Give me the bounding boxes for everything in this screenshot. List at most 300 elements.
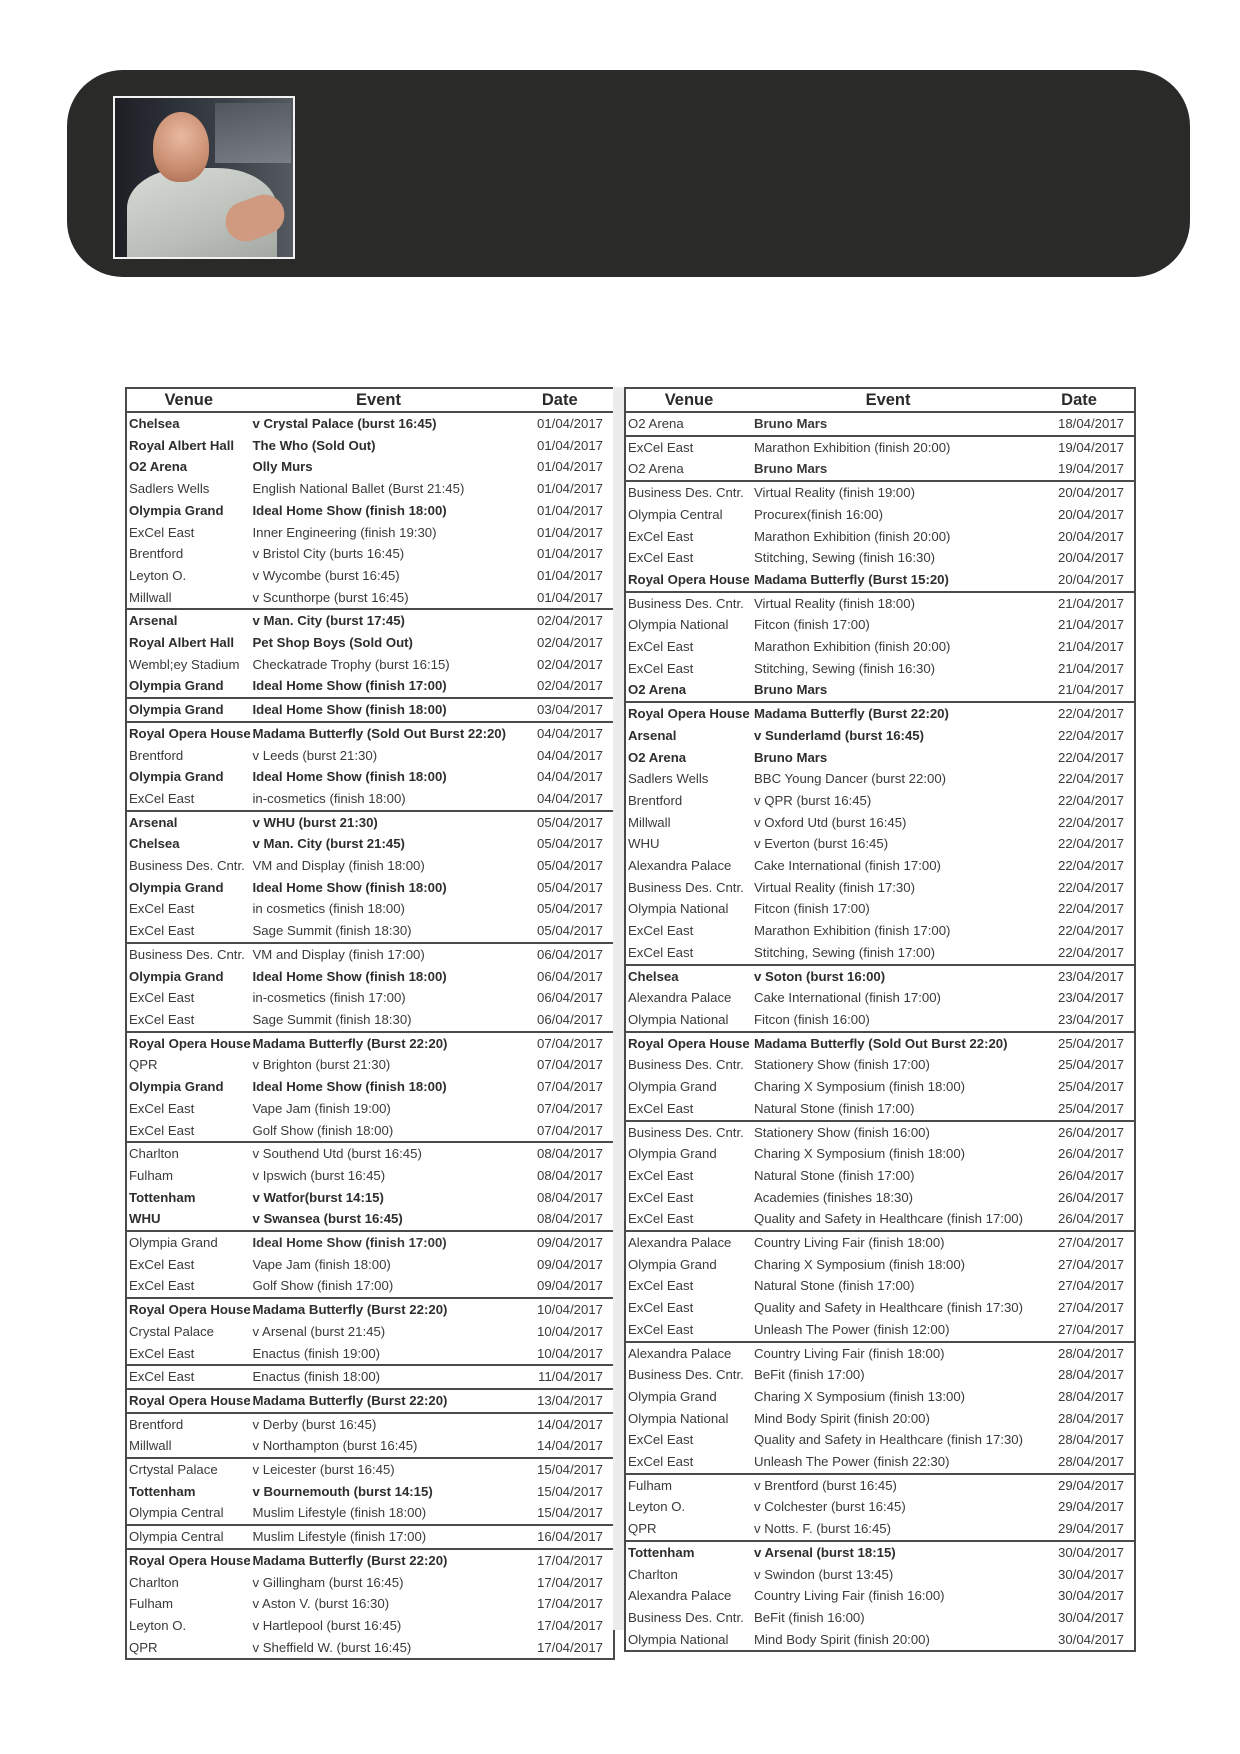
column-header-date: Date bbox=[507, 389, 613, 412]
venue-cell: Business Des. Cntr. bbox=[626, 592, 752, 615]
column-header-venue: Venue bbox=[626, 389, 752, 412]
date-cell: 29/04/2017 bbox=[1057, 1521, 1124, 1537]
event-cell: in-cosmetics (finish 17:00) bbox=[252, 990, 406, 1006]
table-row bbox=[626, 812, 1134, 834]
date-cell: 26/04/2017 bbox=[1057, 1211, 1124, 1227]
event-cell: BeFit (finish 16:00) bbox=[753, 1609, 865, 1625]
table-row bbox=[127, 1365, 613, 1389]
event-cell: v Leicester (burst 16:45) bbox=[251, 1458, 507, 1481]
date-cell: 02/04/2017 bbox=[536, 678, 603, 694]
table-row bbox=[626, 458, 1134, 481]
date-cell: 17/04/2017 bbox=[536, 1596, 603, 1612]
event-cell: Quality and Safety in Healthcare (finish 17:30) bbox=[753, 1432, 1024, 1448]
event-cell: Virtual Reality (finish 18:00) bbox=[752, 592, 1024, 615]
venue-cell: ExCel East bbox=[628, 550, 694, 566]
event-cell: Charing X Symposium (finish 18:00) bbox=[753, 1146, 966, 1162]
table-row bbox=[127, 587, 613, 610]
event-cell: Stitching, Sewing (finish 16:30) bbox=[753, 550, 936, 566]
event-cell: Natural Stone (finish 17:00) bbox=[753, 1278, 915, 1294]
date-cell: 28/04/2017 bbox=[1057, 1432, 1124, 1448]
table-row bbox=[127, 500, 613, 522]
venue-cell: QPR bbox=[129, 1057, 158, 1073]
column-header-event: Event bbox=[752, 389, 1024, 412]
date-cell: 06/04/2017 bbox=[536, 990, 603, 1006]
date-cell: 04/04/2017 bbox=[536, 769, 603, 785]
event-cell: Charing X Symposium (finish 18:00) bbox=[753, 1256, 966, 1272]
event-cell: Procurex(finish 16:00) bbox=[753, 506, 883, 522]
date-cell: 29/04/2017 bbox=[1057, 1499, 1124, 1515]
table-row bbox=[127, 435, 613, 457]
date-cell: 02/04/2017 bbox=[507, 609, 613, 632]
event-cell: v WHU (burst 21:30) bbox=[251, 811, 507, 834]
date-cell: 20/04/2017 bbox=[1057, 550, 1124, 566]
venue-cell: ExCel East bbox=[628, 639, 694, 655]
date-cell: 26/04/2017 bbox=[1057, 1146, 1124, 1162]
venue-cell: Fulham bbox=[626, 1474, 752, 1497]
table-row bbox=[626, 1187, 1134, 1209]
venue-cell: ExCel East bbox=[628, 1278, 694, 1294]
table-row bbox=[127, 1525, 613, 1549]
event-cell: Fitcon (finish 16:00) bbox=[753, 1011, 870, 1027]
table-row bbox=[127, 1054, 613, 1076]
table-row bbox=[626, 436, 1134, 459]
event-cell: Mind Body Spirit (finish 20:00) bbox=[753, 1410, 930, 1426]
table-row bbox=[626, 614, 1134, 636]
venue-cell: ExCel East bbox=[628, 1300, 694, 1316]
event-cell: Natural Stone (finish 17:00) bbox=[753, 1167, 915, 1183]
date-cell: 20/04/2017 bbox=[1057, 528, 1124, 544]
table-row bbox=[626, 1451, 1134, 1474]
profile-photo bbox=[113, 96, 295, 259]
table-header-row bbox=[626, 389, 1134, 412]
table-row bbox=[626, 412, 1134, 436]
event-cell: Madama Butterfly (Sold Out Burst 22:20) bbox=[251, 722, 507, 745]
table-row bbox=[626, 1518, 1134, 1541]
table-row bbox=[626, 1275, 1134, 1297]
event-cell: Virtual Reality (finish 17:30) bbox=[753, 879, 915, 895]
venue-cell: Royal Opera House bbox=[127, 1298, 251, 1321]
event-cell: Stitching, Sewing (finish 16:30) bbox=[753, 660, 936, 676]
event-cell: v Wycombe (burst 16:45) bbox=[252, 567, 400, 583]
event-cell: The Who (Sold Out) bbox=[252, 437, 376, 453]
venue-cell: Business Des. Cntr. bbox=[628, 1609, 744, 1625]
date-cell: 15/04/2017 bbox=[507, 1458, 613, 1481]
venue-cell: Olympia Grand bbox=[127, 698, 251, 722]
column-header-date: Date bbox=[1024, 389, 1134, 412]
event-cell: Muslim Lifestyle (finish 17:00) bbox=[251, 1525, 507, 1549]
date-cell: 28/04/2017 bbox=[1057, 1410, 1124, 1426]
venue-cell: O2 Arena bbox=[628, 416, 684, 431]
date-cell: 10/04/2017 bbox=[507, 1298, 613, 1321]
table-row bbox=[626, 1496, 1134, 1518]
venue-cell: Olympia National bbox=[628, 1631, 729, 1647]
venue-cell: QPR bbox=[129, 1639, 158, 1655]
venue-cell: Royal Opera House bbox=[127, 1549, 251, 1572]
table-row bbox=[127, 1413, 613, 1436]
venue-cell: ExCel East bbox=[628, 1321, 694, 1337]
table-row bbox=[127, 1343, 613, 1366]
venue-cell: Arsenal bbox=[127, 609, 251, 632]
table-row bbox=[127, 943, 613, 966]
table-row bbox=[626, 1054, 1134, 1076]
venue-cell: Olympia Grand bbox=[628, 1079, 717, 1095]
venue-cell: Royal Opera House bbox=[626, 702, 752, 725]
venue-cell: Olympia Grand bbox=[129, 678, 224, 694]
date-cell: 10/04/2017 bbox=[536, 1345, 603, 1361]
venue-cell: Olympia Grand bbox=[127, 1231, 251, 1254]
table-row bbox=[127, 1120, 613, 1143]
venue-cell: ExCel East bbox=[129, 790, 195, 806]
venue-cell: Arsenal bbox=[628, 727, 677, 743]
venue-cell: Leyton O. bbox=[628, 1499, 686, 1515]
event-cell: Marathon Exhibition (finish 20:00) bbox=[752, 436, 1024, 459]
venue-cell: Leyton O. bbox=[129, 567, 187, 583]
table-row bbox=[626, 790, 1134, 812]
date-cell: 17/04/2017 bbox=[536, 1574, 603, 1590]
table-row bbox=[127, 1435, 613, 1458]
event-cell: Bruno Mars bbox=[753, 749, 828, 765]
event-cell: Country Living Fair (finish 18:00) bbox=[752, 1231, 1024, 1254]
date-cell: 04/04/2017 bbox=[536, 747, 603, 763]
event-cell: Charing X Symposium (finish 18:00) bbox=[753, 1079, 966, 1095]
date-cell: 25/04/2017 bbox=[1057, 1079, 1124, 1095]
venue-cell: WHU bbox=[129, 1211, 161, 1227]
date-cell: 09/04/2017 bbox=[536, 1278, 603, 1294]
date-cell: 04/04/2017 bbox=[536, 790, 603, 806]
venue-cell: ExCel East bbox=[129, 901, 195, 917]
date-cell: 30/04/2017 bbox=[1057, 1566, 1124, 1582]
table-row bbox=[626, 1474, 1134, 1497]
venue-cell: Chelsea bbox=[129, 416, 180, 431]
venue-cell: Business Des. Cntr. bbox=[626, 481, 752, 504]
date-cell: 30/04/2017 bbox=[1024, 1541, 1134, 1564]
venue-cell: Royal Opera House bbox=[626, 1032, 752, 1055]
table-row bbox=[626, 877, 1134, 899]
venue-cell: Tottenham bbox=[129, 1483, 196, 1499]
date-cell: 22/04/2017 bbox=[1057, 814, 1124, 830]
event-cell: v Arsenal (burst 21:45) bbox=[252, 1323, 386, 1339]
date-cell: 02/04/2017 bbox=[536, 656, 603, 672]
date-cell: 08/04/2017 bbox=[536, 1167, 603, 1183]
event-cell: Marathon Exhibition (finish 17:00) bbox=[753, 923, 951, 939]
event-cell: Enactus (finish 18:00) bbox=[251, 1365, 507, 1389]
date-cell: 05/04/2017 bbox=[536, 901, 603, 917]
venue-cell: Alexandra Palace bbox=[626, 1231, 752, 1254]
table-row bbox=[626, 1121, 1134, 1144]
event-cell: Fitcon (finish 17:00) bbox=[753, 901, 870, 917]
venue-cell: Alexandra Palace bbox=[628, 858, 732, 874]
venue-cell: Royal Opera House bbox=[127, 1389, 251, 1413]
venue-cell: ExCel East bbox=[129, 1122, 195, 1138]
date-cell: 23/04/2017 bbox=[1057, 990, 1124, 1006]
table-row bbox=[626, 833, 1134, 855]
venue-cell: Royal Opera House bbox=[127, 722, 251, 745]
table-row bbox=[127, 987, 613, 1009]
event-cell: VM and Display (finish 18:00) bbox=[252, 858, 425, 874]
event-cell: v Sunderlamd (burst 16:45) bbox=[753, 727, 924, 743]
table-row bbox=[127, 565, 613, 587]
table-row bbox=[626, 1208, 1134, 1231]
event-cell: v Bournemouth (burst 14:15) bbox=[252, 1483, 433, 1499]
venue-cell: Brentford bbox=[628, 792, 683, 808]
date-cell: 20/04/2017 bbox=[1024, 481, 1134, 504]
event-cell: Country Living Fair (finish 18:00) bbox=[752, 1342, 1024, 1365]
date-cell: 16/04/2017 bbox=[507, 1525, 613, 1549]
venue-cell: Olympia Central bbox=[127, 1525, 251, 1549]
event-cell: Inner Engineering (finish 19:30) bbox=[252, 524, 437, 540]
event-cell: BeFit (finish 17:00) bbox=[753, 1367, 865, 1383]
car-window-graphic bbox=[215, 103, 291, 163]
date-cell: 25/04/2017 bbox=[1057, 1057, 1124, 1073]
table-row bbox=[127, 855, 613, 877]
venue-cell: ExCel East bbox=[129, 923, 195, 939]
date-cell: 30/04/2017 bbox=[1057, 1609, 1124, 1625]
table-row bbox=[626, 702, 1134, 725]
table-row bbox=[127, 1481, 613, 1503]
venue-cell: ExCel East bbox=[628, 944, 694, 960]
table-row bbox=[626, 569, 1134, 592]
event-cell: v Swindon (burst 13:45) bbox=[753, 1566, 894, 1582]
date-cell: 22/04/2017 bbox=[1057, 923, 1124, 939]
venue-cell: Chelsea bbox=[626, 965, 752, 988]
event-cell: v Notts. F. (burst 16:45) bbox=[753, 1521, 892, 1537]
event-cell: Ideal Home Show (finish 18:00) bbox=[251, 698, 507, 722]
date-cell: 02/04/2017 bbox=[536, 635, 603, 651]
venue-cell: Olympia Grand bbox=[628, 1146, 717, 1162]
table-row bbox=[626, 1009, 1134, 1032]
date-cell: 25/04/2017 bbox=[1024, 1032, 1134, 1055]
date-cell: 23/04/2017 bbox=[1024, 965, 1134, 988]
table-row bbox=[626, 1429, 1134, 1451]
table-row bbox=[127, 898, 613, 920]
table-row bbox=[127, 1142, 613, 1165]
table-header-row bbox=[127, 389, 613, 412]
table-gutter bbox=[613, 387, 624, 1630]
date-cell: 06/04/2017 bbox=[536, 1011, 603, 1027]
table-row bbox=[626, 1076, 1134, 1098]
event-cell: v Derby (burst 16:45) bbox=[251, 1413, 507, 1436]
date-cell: 21/04/2017 bbox=[1057, 617, 1124, 633]
venue-cell: Fulham bbox=[129, 1167, 173, 1183]
table-row bbox=[626, 679, 1134, 702]
venue-cell: Millwall bbox=[628, 814, 671, 830]
table-row bbox=[127, 1298, 613, 1321]
table-row bbox=[626, 1098, 1134, 1121]
table-row bbox=[127, 1231, 613, 1254]
date-cell: 29/04/2017 bbox=[1024, 1474, 1134, 1497]
event-cell: v Man. City (burst 17:45) bbox=[251, 609, 507, 632]
venue-cell: ExCel East bbox=[129, 1278, 195, 1294]
venue-cell: ExCel East bbox=[628, 1167, 694, 1183]
venue-cell: ExCel East bbox=[129, 1256, 195, 1272]
date-cell: 15/04/2017 bbox=[536, 1483, 603, 1499]
date-cell: 26/04/2017 bbox=[1057, 1167, 1124, 1183]
event-cell: v Oxford Utd (burst 16:45) bbox=[753, 814, 907, 830]
venue-cell: Leyton O. bbox=[129, 1617, 187, 1633]
table-row bbox=[127, 698, 613, 722]
venue-cell: Charlton bbox=[628, 1566, 678, 1582]
table-row bbox=[127, 722, 613, 745]
date-cell: 28/04/2017 bbox=[1057, 1367, 1124, 1383]
table-row bbox=[127, 1098, 613, 1120]
event-cell: Stationery Show (finish 17:00) bbox=[753, 1057, 930, 1073]
event-cell: Ideal Home Show (finish 17:00) bbox=[251, 1231, 507, 1254]
event-cell: Muslim Lifestyle (finish 18:00) bbox=[252, 1505, 427, 1521]
date-cell: 03/04/2017 bbox=[507, 698, 613, 722]
date-cell: 05/04/2017 bbox=[507, 811, 613, 834]
venue-cell: ExCel East bbox=[129, 1345, 195, 1361]
venue-cell: ExCel East bbox=[628, 923, 694, 939]
table-row bbox=[626, 942, 1134, 965]
date-cell: 05/04/2017 bbox=[536, 836, 603, 852]
column-header-venue: Venue bbox=[127, 389, 251, 412]
venue-cell: Royal Albert Hall bbox=[129, 635, 235, 651]
events-table-right-body bbox=[626, 412, 1134, 1650]
date-cell: 22/04/2017 bbox=[1057, 792, 1124, 808]
venue-cell: Wembl;ey Stadium bbox=[129, 656, 240, 672]
date-cell: 07/04/2017 bbox=[536, 1057, 603, 1073]
event-cell: Enactus (finish 19:00) bbox=[252, 1345, 381, 1361]
date-cell: 22/04/2017 bbox=[1057, 771, 1124, 787]
table-row bbox=[127, 788, 613, 811]
date-cell: 01/04/2017 bbox=[536, 416, 603, 431]
table-row bbox=[626, 1541, 1134, 1564]
date-cell: 01/04/2017 bbox=[536, 589, 603, 605]
event-cell: Madama Butterfly (Burst 15:20) bbox=[753, 571, 949, 587]
table-row bbox=[127, 1615, 613, 1637]
venue-cell: ExCel East bbox=[129, 990, 195, 1006]
events-table-right bbox=[624, 387, 1136, 1652]
venue-cell: Crtystal Palace bbox=[127, 1458, 251, 1481]
column-header-event: Event bbox=[251, 389, 507, 412]
table-row bbox=[626, 920, 1134, 942]
venue-cell: Business Des. Cntr. bbox=[628, 1057, 744, 1073]
venue-cell: Brentford bbox=[127, 1413, 251, 1436]
table-row bbox=[626, 1032, 1134, 1055]
event-cell: Virtual Reality (finish 19:00) bbox=[752, 481, 1024, 504]
date-cell: 22/04/2017 bbox=[1057, 944, 1124, 960]
event-cell: v Gillingham (burst 16:45) bbox=[252, 1574, 404, 1590]
event-cell: Quality and Safety in Healthcare (finish 17:30) bbox=[753, 1300, 1024, 1316]
event-cell: Madama Butterfly (Burst 22:20) bbox=[251, 1549, 507, 1572]
event-cell: v Brighton (burst 21:30) bbox=[252, 1057, 391, 1073]
date-cell: 07/04/2017 bbox=[536, 1100, 603, 1116]
event-cell: Fitcon (finish 17:00) bbox=[753, 617, 870, 633]
date-cell: 05/04/2017 bbox=[536, 923, 603, 939]
table-row bbox=[626, 747, 1134, 769]
event-cell: Vape Jam (finish 19:00) bbox=[252, 1100, 391, 1116]
event-cell: Cake International (finish 17:00) bbox=[753, 858, 941, 874]
venue-cell: O2 Arena bbox=[628, 461, 684, 477]
venue-cell: O2 Arena bbox=[129, 459, 188, 475]
event-cell: v Scunthorpe (burst 16:45) bbox=[252, 589, 409, 605]
event-cell: Sage Summit (finish 18:30) bbox=[252, 923, 412, 939]
table-row bbox=[127, 1389, 613, 1413]
date-cell: 01/04/2017 bbox=[536, 437, 603, 453]
event-cell: v Brentford (burst 16:45) bbox=[752, 1474, 1024, 1497]
events-table-left-body bbox=[127, 412, 613, 1658]
date-cell: 01/04/2017 bbox=[536, 459, 603, 475]
event-cell: Bruno Mars bbox=[753, 416, 828, 431]
date-cell: 27/04/2017 bbox=[1057, 1300, 1124, 1316]
event-cell: v Swansea (burst 16:45) bbox=[252, 1211, 403, 1227]
venue-cell: ExCel East bbox=[626, 436, 752, 459]
venue-cell: O2 Arena bbox=[628, 749, 687, 765]
event-cell: v Leeds (burst 21:30) bbox=[252, 747, 378, 763]
date-cell: 17/04/2017 bbox=[507, 1549, 613, 1572]
table-row bbox=[127, 766, 613, 788]
table-row bbox=[127, 833, 613, 855]
table-row bbox=[127, 654, 613, 676]
date-cell: 17/04/2017 bbox=[536, 1617, 603, 1633]
table-row bbox=[127, 745, 613, 767]
table-row bbox=[626, 898, 1134, 920]
event-cell: Golf Show (finish 17:00) bbox=[252, 1278, 394, 1294]
event-cell: Ideal Home Show (finish 18:00) bbox=[252, 879, 447, 895]
table-row bbox=[127, 456, 613, 478]
date-cell: 08/04/2017 bbox=[536, 1189, 603, 1205]
date-cell: 22/04/2017 bbox=[1057, 858, 1124, 874]
table-row bbox=[127, 1321, 613, 1343]
date-cell: 18/04/2017 bbox=[1057, 416, 1124, 431]
event-cell: Mind Body Spirit (finish 20:00) bbox=[753, 1631, 930, 1647]
date-cell: 20/04/2017 bbox=[1057, 571, 1124, 587]
table-row bbox=[626, 1408, 1134, 1430]
event-cell: v Man. City (burst 21:45) bbox=[252, 836, 405, 852]
table-row bbox=[626, 1231, 1134, 1254]
date-cell: 06/04/2017 bbox=[536, 968, 603, 984]
date-cell: 22/04/2017 bbox=[1024, 702, 1134, 725]
event-cell: v Arsenal (burst 18:15) bbox=[752, 1541, 1024, 1564]
venue-cell: ExCel East bbox=[628, 1211, 694, 1227]
venue-cell: QPR bbox=[628, 1521, 657, 1537]
venue-cell: Olympia Grand bbox=[129, 968, 224, 984]
venue-cell: Olympia National bbox=[628, 1410, 729, 1426]
table-row bbox=[127, 609, 613, 632]
event-cell: Ideal Home Show (finish 18:00) bbox=[252, 968, 447, 984]
event-cell: Madama Butterfly (Burst 22:20) bbox=[251, 1298, 507, 1321]
table-row bbox=[626, 855, 1134, 877]
venue-cell: Royal Albert Hall bbox=[129, 437, 235, 453]
table-row bbox=[127, 1076, 613, 1098]
date-cell: 14/04/2017 bbox=[507, 1413, 613, 1436]
venue-cell: Olympia Grand bbox=[628, 1388, 717, 1404]
venue-cell: Business Des. Cntr. bbox=[628, 1367, 744, 1383]
event-cell: Sage Summit (finish 18:30) bbox=[252, 1011, 412, 1027]
event-cell: Marathon Exhibition (finish 20:00) bbox=[753, 639, 951, 655]
table-row bbox=[626, 1342, 1134, 1365]
date-cell: 06/04/2017 bbox=[507, 943, 613, 966]
table-row bbox=[626, 636, 1134, 658]
venue-cell: ExCel East bbox=[628, 528, 694, 544]
date-cell: 01/04/2017 bbox=[536, 524, 603, 540]
event-cell: Academies (finishes 18:30) bbox=[753, 1189, 914, 1205]
date-cell: 05/04/2017 bbox=[536, 879, 603, 895]
date-cell: 22/04/2017 bbox=[1057, 901, 1124, 917]
date-cell: 25/04/2017 bbox=[1057, 1100, 1124, 1116]
date-cell: 27/04/2017 bbox=[1057, 1278, 1124, 1294]
date-cell: 04/04/2017 bbox=[507, 722, 613, 745]
venue-cell: Charlton bbox=[127, 1142, 251, 1165]
event-cell: Madama Butterfly (Burst 22:20) bbox=[251, 1389, 507, 1413]
event-cell: in cosmetics (finish 18:00) bbox=[252, 901, 405, 917]
event-cell: in-cosmetics (finish 18:00) bbox=[252, 790, 406, 806]
table-row bbox=[127, 675, 613, 698]
table-row bbox=[127, 1593, 613, 1615]
table-row bbox=[127, 966, 613, 988]
date-cell: 27/04/2017 bbox=[1057, 1256, 1124, 1272]
venue-cell: Alexandra Palace bbox=[626, 1342, 752, 1365]
